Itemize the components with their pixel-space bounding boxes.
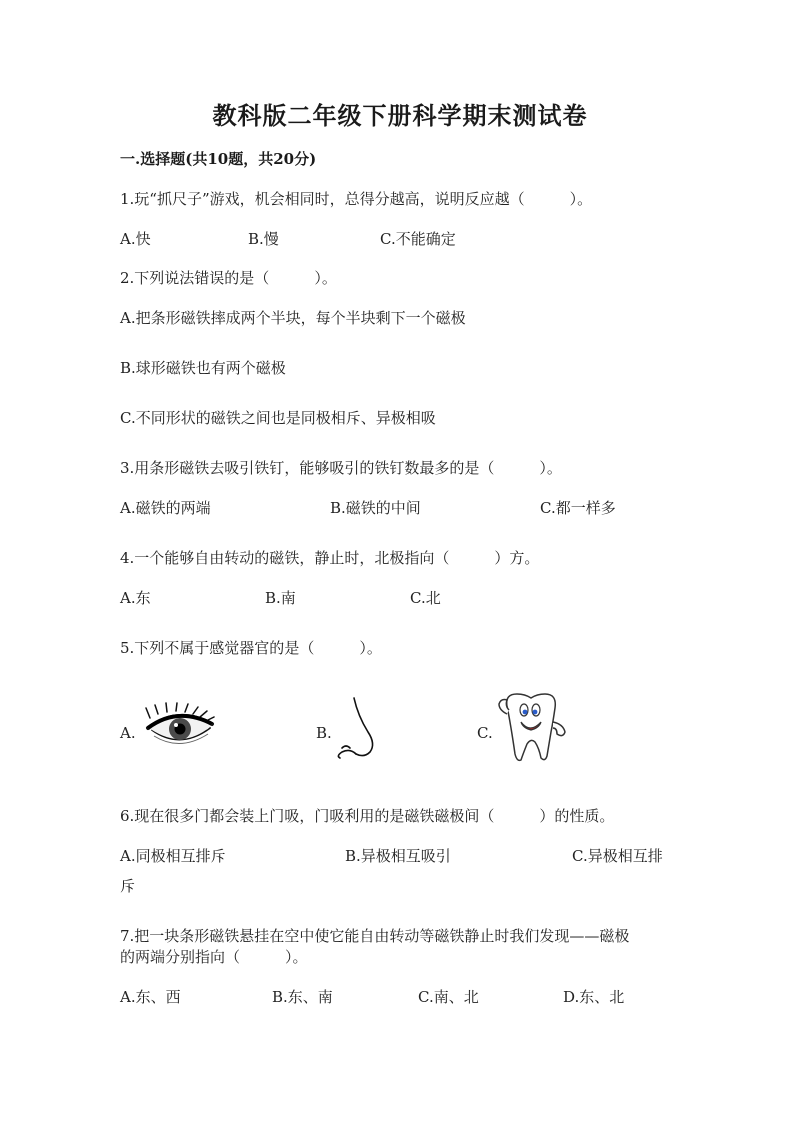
question-2-option-c: C.不同形状的磁铁之间也是同极相斥、异极相吸	[120, 409, 436, 427]
question-7-stem-line-2: 的两端分别指向（ ）。	[120, 948, 308, 966]
nose-icon	[330, 696, 380, 760]
question-7-option-b: B.东、南	[272, 988, 333, 1006]
question-2-option-a: A.把条形磁铁摔成两个半块，每个半块剩下一个磁极	[120, 309, 466, 327]
question-7-option-d: D.东、北	[563, 988, 625, 1006]
question-5-option-b: B.	[316, 724, 332, 742]
question-7-option-a: A.东、西	[120, 988, 181, 1006]
question-7-option-c: C.南、北	[418, 988, 479, 1006]
question-4-option-b: B.南	[265, 589, 296, 607]
question-3-option-c: C.都一样多	[540, 499, 616, 517]
question-4-option-c: C.北	[410, 589, 441, 607]
question-6-option-b: B.异极相互吸引	[345, 847, 451, 865]
question-3-option-a: A.磁铁的两端	[120, 499, 211, 517]
eye-icon	[140, 702, 225, 757]
page-title: 教科版二年级下册科学期末测试卷	[212, 101, 588, 130]
question-6-option-c: C.异极相互排	[572, 847, 663, 865]
question-3-stem: 3.用条形磁铁去吸引铁钉，能够吸引的铁钉数最多的是（ ）。	[120, 459, 562, 477]
question-2-option-b: B.球形磁铁也有两个磁极	[120, 359, 286, 377]
section-heading: 一.选择题(共10题，共20分)	[120, 150, 317, 168]
question-5-option-a: A.	[120, 724, 136, 742]
question-1-option-b: B.慢	[248, 230, 279, 248]
question-1-option-c: C.不能确定	[380, 230, 456, 248]
question-5-option-c: C.	[477, 724, 493, 742]
question-6-option-c-continuation: 斥	[120, 877, 136, 895]
question-6-stem: 6.现在很多门都会装上门吸，门吸利用的是磁铁磁极间（ ）的性质。	[120, 807, 615, 825]
question-3-option-b: B.磁铁的中间	[330, 499, 421, 517]
question-6-option-a: A.同极相互排斥	[120, 847, 226, 865]
question-4-stem: 4.一个能够自由转动的磁铁，静止时，北极指向（ ）方。	[120, 549, 540, 567]
question-2-stem: 2.下列说法错误的是（ ）。	[120, 269, 337, 287]
question-7-stem-line-1: 7.把一块条形磁铁悬挂在空中使它能自由转动等磁铁静止时我们发现——磁极	[120, 927, 630, 945]
question-4-option-a: A.东	[120, 589, 151, 607]
question-1-stem: 1.玩“抓尺子”游戏，机会相同时，总得分越高，说明反应越（ ）。	[120, 190, 593, 208]
question-5-stem: 5.下列不属于感觉器官的是（ ）。	[120, 639, 382, 657]
question-1-option-a: A.快	[120, 230, 151, 248]
tooth-icon	[493, 688, 571, 764]
